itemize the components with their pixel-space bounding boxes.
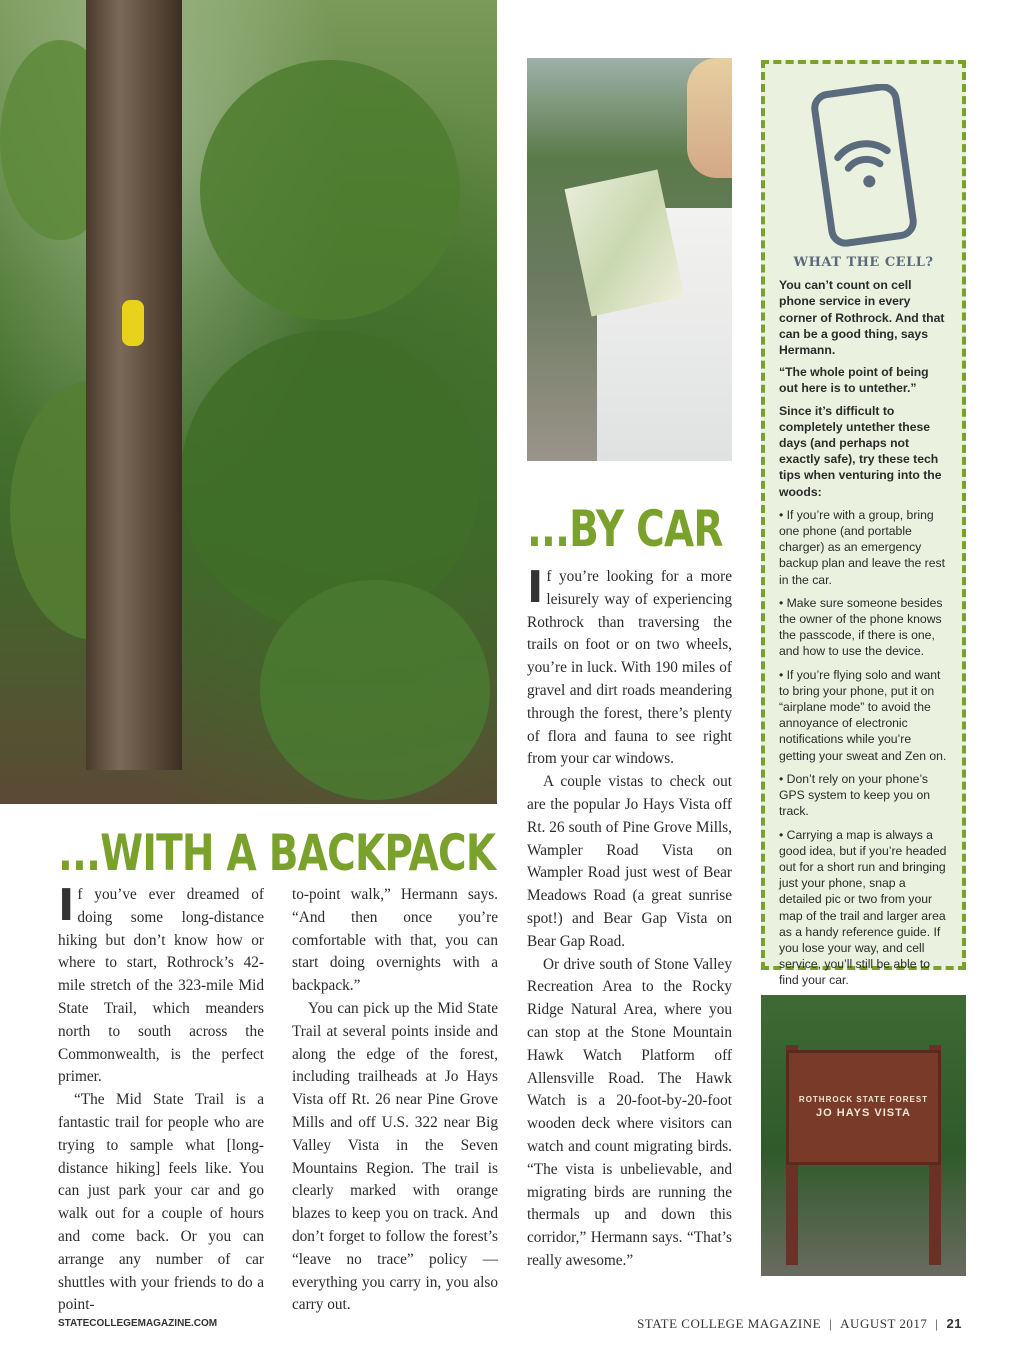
headline-by-car: ...BY CAR xyxy=(527,500,723,558)
headline-with-a-backpack: ...WITH A BACKPACK xyxy=(58,824,496,882)
jo-hays-vista-sign-photo xyxy=(761,995,966,1276)
sidebar-title: WHAT THE CELL? xyxy=(793,255,934,270)
sidebar-tip: • Don’t rely on your phone’s GPS system to keep you on track. xyxy=(779,771,931,819)
sidebar-quote: “The whole point of being out here is to untether.” xyxy=(779,365,929,396)
forest-trail-photo xyxy=(0,0,497,804)
page-number: 21 xyxy=(946,1316,962,1331)
hiker-head xyxy=(687,58,732,178)
phone-wifi-icon xyxy=(809,84,919,249)
sidebar-tip: • If you’re flying solo and want to bring your phone, put it on “airplane mode” to avoid the annoyance of electronic notifications while you’re getting your sweat and Zen on. xyxy=(779,667,947,763)
article-paragraph: If you’ve ever dreamed of doing some long-distance hiking but don’t know how or where to start, Rothrock’s 42-mile stretch of the 323-mile Mid State Trail, which meanders north to south across the Commonwealth, is the perfect primer. xyxy=(58,880,264,1086)
article-paragraph: Or drive south of Stone Valley Recreation Area to the Rocky Ridge Natural Area, where you can stop at the Stone Mountain Hawk Watch Platform off Allensville Road. The Hawk Watch is a 20-foot-by-20-foot wooden deck where visitors can watch and count migrating birds. “The vista is unbelievable, and migrating birds are running the thermals up and down this corridor,” Hermann says. “That’s really awesome.” xyxy=(527,955,732,1269)
foliage xyxy=(180,330,480,630)
article-paragraph: You can pick up the Mid State Trail at several points inside and along the edge of the forest, including trailheads at Jo Hays Vista off Rt. 26 near Pine Grove Mills and off U.S. 322 near Big Valley Vista in the Seven Mountains Region. The trail is clearly marked with orange blazes to keep you on track. And don’t forget to follow the forest’s “leave no trace” policy — everything you carry in, you also carry out. xyxy=(292,999,498,1314)
footer-issue: AUGUST 2017 xyxy=(840,1316,928,1331)
sign-line-forest: ROTHROCK STATE FOREST xyxy=(798,1095,929,1104)
backpack-article-col-1 xyxy=(58,880,264,1317)
footer-magazine: STATE COLLEGE MAGAZINE xyxy=(637,1316,822,1331)
sidebar-lead: Since it’s difficult to completely untether these days (and perhaps not exactly safe), try these tech tips when venturing into the woods: xyxy=(779,403,942,499)
footer-folio xyxy=(637,1316,962,1332)
article-paragraph: A couple vistas to check out are the popular Jo Hays Vista off Rt. 26 south of Pine Grove Mills, Wampler Road Vista on Wampler Road just west of Bear Meadows Road (a great sunrise spot!) and Bear Gap Vista on Bear Gap Road. xyxy=(527,773,732,950)
footer-url: STATECOLLEGEMAGAZINE.COM xyxy=(58,1318,218,1329)
foliage xyxy=(200,60,460,320)
sidebar-tip: • Make sure someone besides the owner of the phone knows the passcode, if there is one, and how to use the device. xyxy=(779,595,943,659)
backpack-article-col-2 xyxy=(292,884,498,1317)
footer-separator: | xyxy=(829,1316,833,1331)
article-paragraph: If you’re looking for a more leisurely way of experiencing Rothrock than traversing the trails on foot or on two wheels, you’re in luck. With 190 miles of gravel and dirt roads meandering through the forest, there’s plenty of flora and fauna to see right from your car windows. xyxy=(527,562,732,768)
by-car-article xyxy=(527,562,732,1273)
sidebar-tip: • If you’re with a group, bring one phone (and portable charger) as an emergency backup plan and leave the rest in the car. xyxy=(779,507,946,587)
drop-cap: I xyxy=(527,562,544,613)
sidebar-what-the-cell xyxy=(761,60,966,988)
foliage xyxy=(260,580,490,800)
paper-map xyxy=(565,170,685,317)
sidebar-intro: You can’t count on cell phone service in every corner of Rothrock. And that can be a good thing, says Hermann. xyxy=(779,278,945,358)
footer-separator: | xyxy=(935,1316,939,1331)
article-paragraph: to-point walk,” Hermann says. “And then once you’re comfortable with that, you can start doing overnights with a backpack.” xyxy=(292,886,498,995)
sign-text xyxy=(791,1095,936,1119)
tree-trunk xyxy=(86,0,182,770)
drop-cap: I xyxy=(58,880,75,931)
yellow-trail-blaze xyxy=(122,300,144,346)
article-paragraph: “The Mid State Trail is a fantastic trail for people who are trying to sample what [long-distance hiking] feels like. You can just park your car and go walk out for a couple of hours and come back. Or you can arrange any number of car shuttles with your friends to do a point- xyxy=(58,1091,264,1314)
hiker-reading-map-photo xyxy=(527,58,732,461)
sidebar-tip: • Carrying a map is always a good idea, but if you’re headed out for a short run and bringing just your phone, snap a detailed pic or two from your map of the trail and larger area as a handy reference guide. If you lose your way, and cell service, you’ll still be able to find your car. xyxy=(779,827,947,988)
sign-line-vista: JO HAYS VISTA xyxy=(816,1107,911,1119)
